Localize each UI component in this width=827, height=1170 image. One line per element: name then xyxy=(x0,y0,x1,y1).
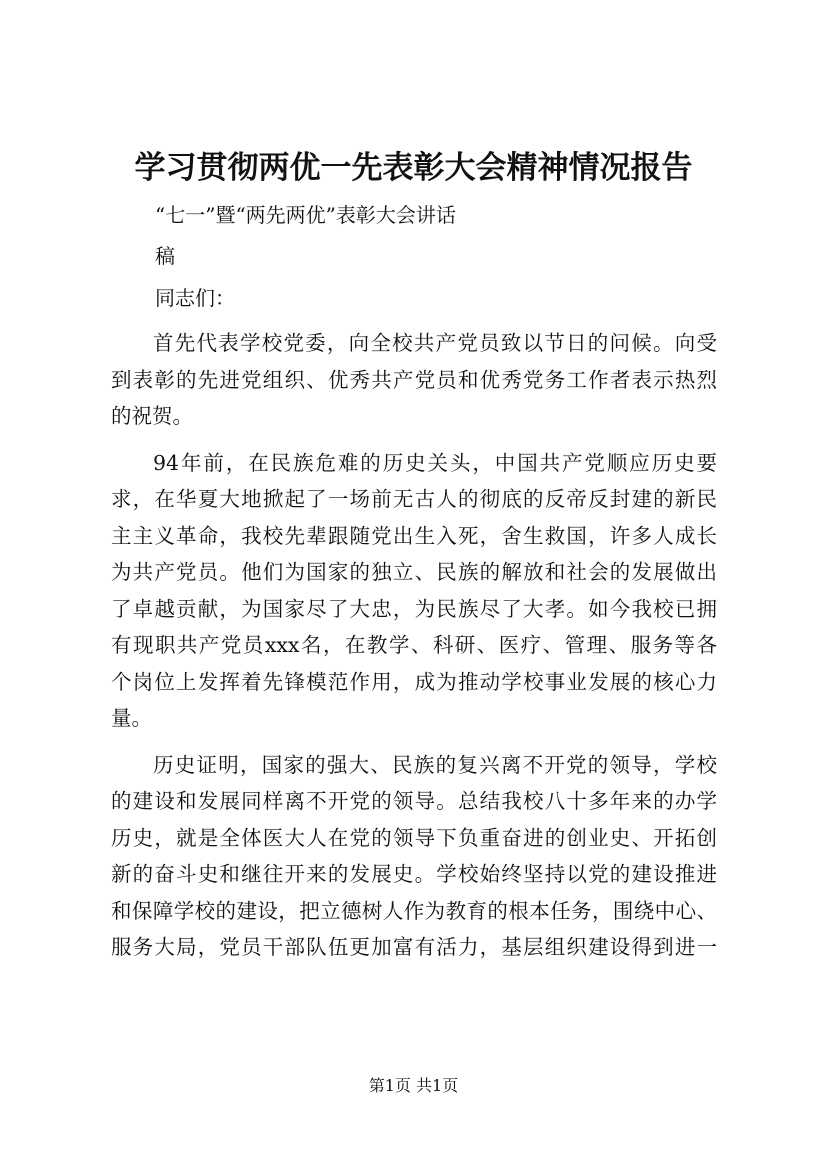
paragraph-line: 求，在华夏大地掀起了一场前无古人的彻底的反帝反封建的新民 xyxy=(111,487,717,511)
paragraph-line: 历史证明，国家的强大、民族的复兴离不开党的领导，学校 xyxy=(153,752,717,777)
paragraph-gap xyxy=(111,435,717,445)
greeting: 同志们： xyxy=(155,286,235,310)
paragraph-line: 的建设和发展同样离不开党的领导。总结我校八十多年来的办学 xyxy=(111,789,717,813)
paragraph-line: 94年前，在民族危难的历史关头，中国共产党顺应历史要 xyxy=(153,450,717,475)
paragraph-line: 和保障学校的建设，把立德树人作为教育的根本任务，围绕中心、 xyxy=(111,898,717,923)
paragraph-line: 量。 xyxy=(111,706,152,730)
paragraph-line: 新的奋斗史和继往开来的发展史。学校始终坚持以党的建设推进 xyxy=(111,862,717,886)
paragraph-line: 个岗位上发挥着先锋模范作用，成为推动学校事业发展的核心力 xyxy=(111,669,717,694)
paragraph-gap xyxy=(111,737,717,747)
paragraph-line: 到表彰的先进党组织、优秀共产党员和优秀党务工作者表示热烈 xyxy=(111,367,717,392)
document-title: 学习贯彻两优一先表彰大会精神情况报告 xyxy=(134,150,693,186)
document-subtitle: “七一”暨“两先两优”表彰大会讲话 xyxy=(155,203,456,227)
paragraph-line: 有现职共产党员xxx名，在教学、科研、医疗、管理、服务等各 xyxy=(111,633,717,657)
paragraph-1 xyxy=(111,325,717,435)
paragraph-line: 的祝贺。 xyxy=(111,404,193,428)
paragraph-2 xyxy=(111,445,717,737)
paragraph-3 xyxy=(111,747,717,966)
page-footer: 第1页 共1页 xyxy=(368,1076,459,1095)
paragraph-line: 了卓越贡献，为国家尽了大忠，为民族尽了大孝。如今我校已拥 xyxy=(111,596,717,621)
document-subtitle-continuation: 稿 xyxy=(155,244,175,268)
paragraph-line: 历史，就是全体医大人在党的领导下负重奋进的创业史、开拓创 xyxy=(111,825,717,850)
paragraph-line: 为共产党员。他们为国家的独立、民族的解放和社会的发展做出 xyxy=(111,560,717,584)
paragraph-line: 首先代表学校党委，向全校共产党员致以节日的问候。向受 xyxy=(153,331,717,355)
paragraph-line: 主主义革命，我校先辈跟随党出生入死，舍生救国，许多人成长 xyxy=(111,523,717,548)
paragraph-line: 服务大局，党员干部队伍更加富有活力，基层组织建设得到进一 xyxy=(111,935,717,959)
document-body xyxy=(111,325,717,966)
